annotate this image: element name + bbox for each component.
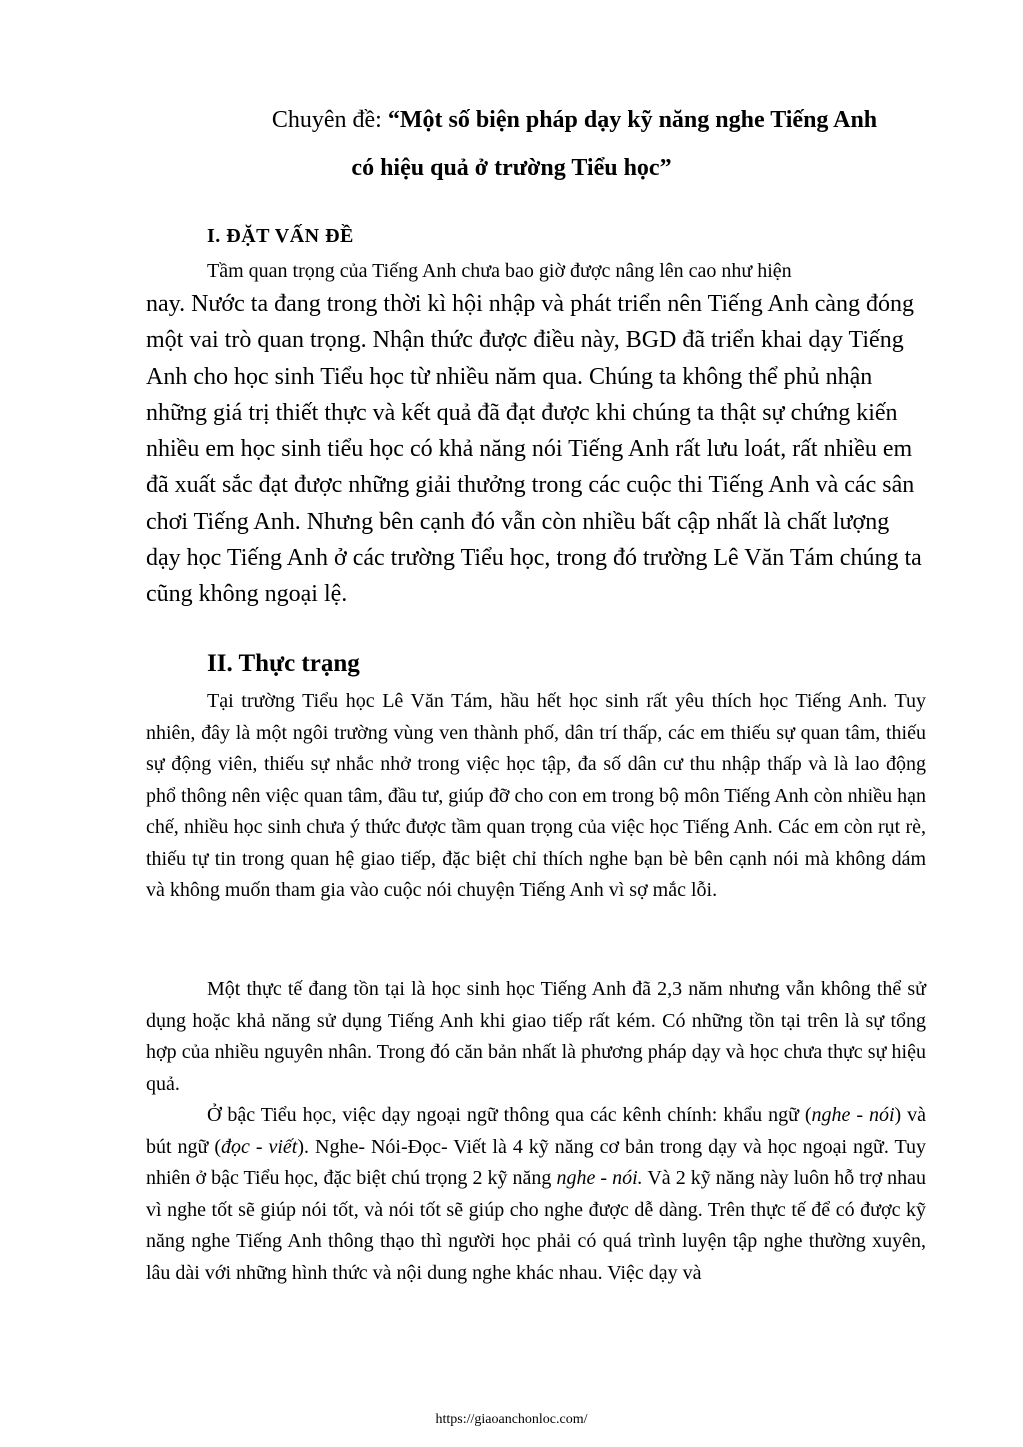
- document-title: [0, 96, 1023, 192]
- footer-url[interactable]: https://giaoanchonloc.com/: [435, 1412, 588, 1427]
- paragraph-status-1: Tại trường Tiểu học Lê Văn Tám, hầu hết học sinh rất yêu thích học Tiếng Anh. Tuy nhiên, đây là một ngôi trường vùng ven thành phố, dân trí thấp, các em thiếu sự quan tâm, thiếu sự động viên, thiếu sự nhắc nhở trong việc học tập, đa số dân cư thu nhập thấp và là lao động phổ thông nên việc quan tâm, đầu tư, giúp đỡ cho con em trong bộ môn Tiếng Anh còn nhiều hạn chế, nhiều học sinh chưa ý thức được tầm quan trọng của việc học Tiếng Anh. Các em còn rụt rè, thiếu tự tin trong quan hệ giao tiếp, đặc biệt chỉ thích nghe bạn bè bên cạnh nói mà không dám và không muốn tham gia vào cuộc nói chuyện Tiếng Anh vì sợ mắc lỗi.: [146, 690, 926, 901]
- p3-text-3: ). Nghe- Nói-Đọc- Viết là 4 kỹ năng cơ bản trong dạy và học ngoại ngữ. Tuy nhiên ở bậc Tiểu học, đặc biệt chú trọng 2 kỹ năng: [146, 1135, 927, 1189]
- p3-italic-1: nghe - nói: [811, 1104, 895, 1126]
- intro-first-line: Tầm quan trọng của Tiếng Anh chưa bao giờ được nâng lên cao như hiện: [207, 260, 792, 282]
- title-line-1: [0, 96, 1023, 144]
- paragraph-status-2: Một thực tế đang tồn tại là học sinh học Tiếng Anh đã 2,3 năm nhưng vẫn không thể sử dụng hoặc khả năng sử dụng Tiếng Anh khi giao tiếp rất kém. Có những tồn tại trên là sự tổng hợp của nhiều nguyên nhân. Trong đó căn bản nhất là phương pháp dạy và học chưa thực sự hiệu quả.: [146, 978, 926, 1095]
- p3-italic-3: nghe - nói.: [556, 1167, 643, 1189]
- p3-text-1: Ở bậc Tiểu học, việc dạy ngoại ngữ thông qua các kênh chính: khẩu ngữ (: [207, 1104, 812, 1126]
- title-main-2: có hiệu quả ở trường Tiểu học”: [351, 155, 672, 181]
- title-main-1: “Một số biện pháp dạy kỹ năng nghe Tiếng Anh: [387, 107, 878, 133]
- p3-text-4: Và 2 kỹ năng này luôn hỗ trợ nhau vì nghe tốt sẽ giúp nói tốt, và nói tốt sẽ giúp cho nghe được dễ dàng. Trên thực tế để có được kỹ năng nghe Tiếng Anh thông thạo thì người học phải có quá trình luyện tập nghe thường xuyên, lâu dài với những hình thức và nội dung nghe khác nhau. Việc dạy và: [146, 1167, 926, 1284]
- title-line-2: [0, 144, 1023, 192]
- paragraph-status-3: [146, 1100, 926, 1289]
- section-heading-1: I. ĐẶT VẤN ĐỀ: [207, 225, 354, 247]
- p3-text-2: ) và bút ngữ (: [146, 1104, 926, 1158]
- title-prefix: Chuyên đề:: [271, 107, 388, 133]
- intro-paragraph: nay. Nước ta đang trong thời kì hội nhập và phát triển nên Tiếng Anh càng đóng một vai trò quan trọng. Nhận thức được điều này, BGD đã triển khai dạy Tiếng Anh cho học sinh Tiểu học từ nhiều năm qua. Chúng ta không thể phủ nhận những giá trị thiết thực và kết quả đã đạt được khi chúng ta thật sự chứng kiến nhiều em học sinh tiểu học có khả năng nói Tiếng Anh rất lưu loát, rất nhiều em đã xuất sắc đạt được những giải thưởng trong các cuộc thi Tiếng Anh và các sân chơi Tiếng Anh. Nhưng bên cạnh đó vẫn còn nhiều bất cập nhất là chất lượng dạy học Tiếng Anh ở các trường Tiểu học, trong đó trường Lê Văn Tám chúng ta cũng không ngoại lệ.: [146, 291, 922, 608]
- p3-italic-2: đọc - viết: [221, 1135, 298, 1158]
- section-heading-2: II. Thực trạng: [207, 650, 360, 677]
